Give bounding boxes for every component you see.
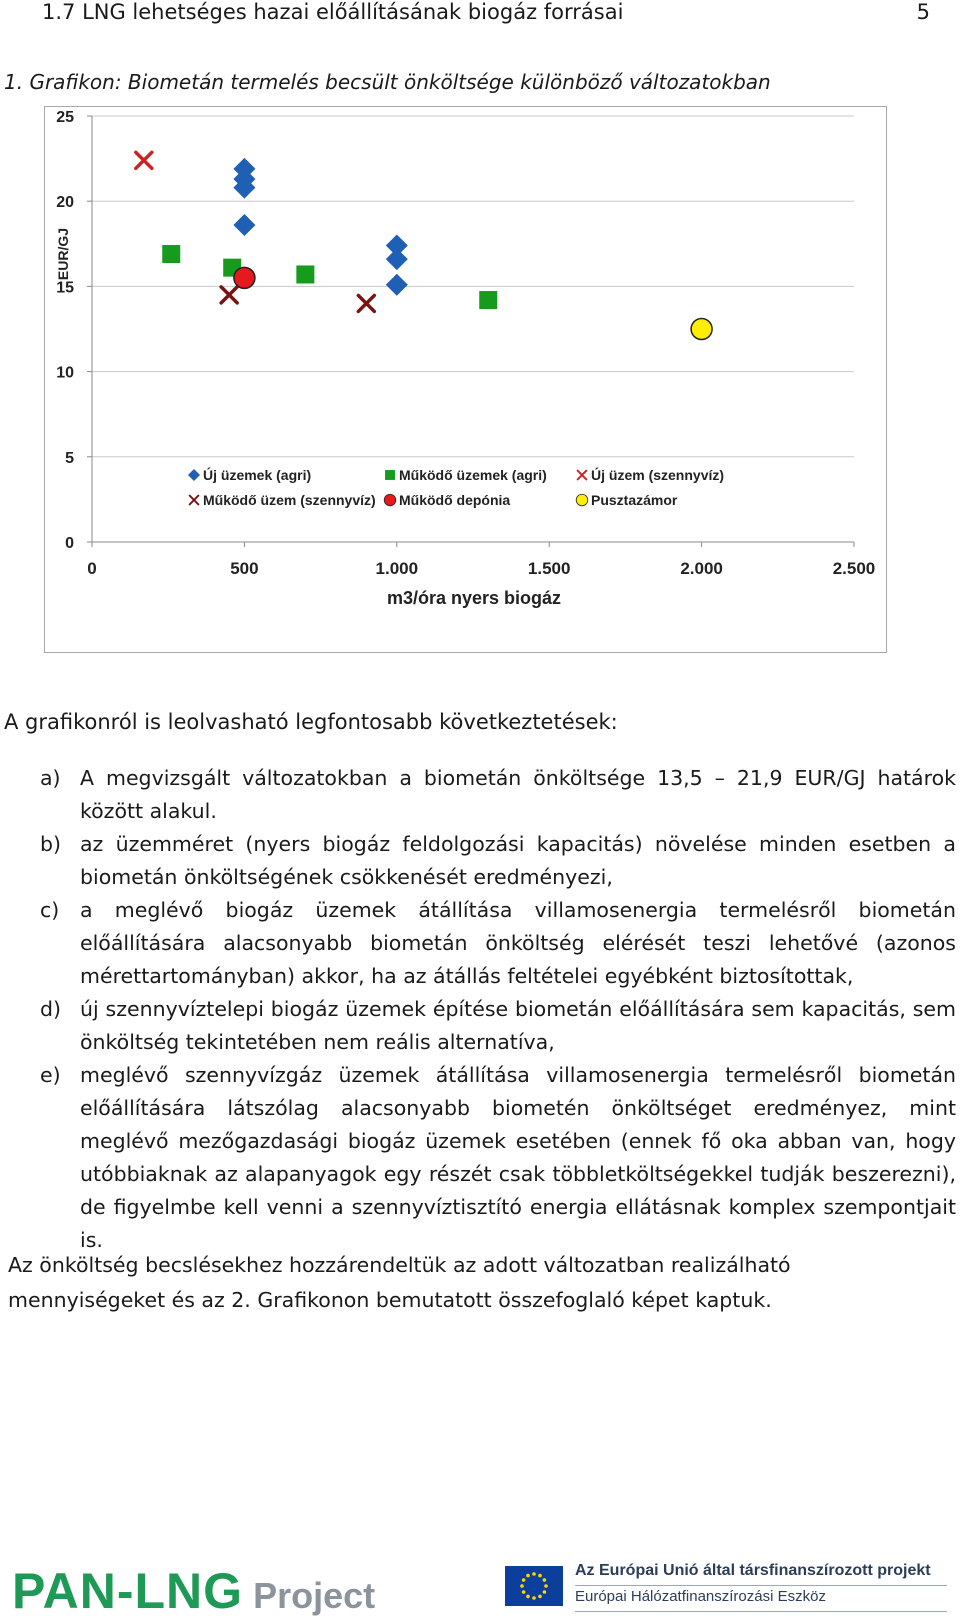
conclusion-item <box>40 1059 956 1257</box>
item-marker: b) <box>40 832 62 856</box>
point-square <box>162 245 180 263</box>
x-axis-label: m3/óra nyers biogáz <box>386 588 562 608</box>
item-text: A megvizsgált változatokban a biometán önköltsége 13,5 – 21,9 EUR/GJ határok között alakul. <box>80 766 956 823</box>
y-tick-label: 20 <box>56 194 74 212</box>
conclusion-item <box>40 993 956 1059</box>
figure-caption: 1. Grafikon: Biometán termelés becsült önköltsége különböző változatokban <box>4 70 771 94</box>
legend-label: Új üzemek (agri) <box>203 467 312 483</box>
point-circle <box>691 319 712 340</box>
conclusions-list <box>40 762 956 1257</box>
x-tick-label: 1.000 <box>375 559 419 578</box>
y-tick-label: 5 <box>65 449 74 467</box>
y-tick-label: 15 <box>56 279 74 297</box>
item-text: a meglévő biogáz üzemek átállítása villamosenergia termelésről biometán előállítására alacsonyabb biometán önköltség elérését teszi lehetővé (azonos mérettartományban) akkor, ha az átállás feltételei egyébként biztosítottak, <box>80 898 956 988</box>
divider <box>575 1611 947 1612</box>
eu-flag-icon <box>505 1566 563 1606</box>
logo-sub-text: Project <box>253 1575 376 1616</box>
point-circle <box>384 494 396 506</box>
chart-frame <box>45 107 887 653</box>
y-tick-label: 0 <box>65 535 74 552</box>
eu-cofunded-text: Az Európai Unió által társfinanszírozott projekt <box>575 1562 931 1579</box>
point-circle <box>576 494 588 506</box>
x-tick-label: 1.500 <box>527 559 571 578</box>
item-marker: e) <box>40 1063 61 1087</box>
page-number: 5 <box>916 0 930 24</box>
conclusion-item <box>40 762 956 828</box>
footer <box>0 1556 960 1619</box>
point-square <box>479 291 497 309</box>
item-marker: a) <box>40 766 61 790</box>
pan-lng-logo <box>12 1562 375 1620</box>
x-tick-label: 500 <box>230 559 259 578</box>
legend-label: Működő depónia <box>399 492 511 508</box>
y-tick-label: 10 <box>56 364 74 382</box>
item-text: meglévő szennyvízgáz üzemek átállítása villamosenergia termelésről biometán előállítására látszólag alacsonyabb biometén önköltséget eredményez, mint meglévő mezőgazdasági biogáz üzemek esetében (ennek fő oka abban van, hogy utóbbiaknak az alapanyagok egy részét csak többletköltségekkel tudják beszerezni), de figyelmbe kell venni a szennyvíztisztító energia ellátásnak komplex szempontjait is. <box>80 1063 956 1252</box>
item-text: az üzemméret (nyers biogáz feldolgozási kapacitás) növelése minden esetben a biometán önköltségének csökkenését eredményezi, <box>80 832 956 889</box>
cef-text: Európai Hálózatfinanszírozási Eszköz <box>575 1588 826 1605</box>
closing-paragraph: Az önköltség becslésekhez hozzárendeltük az adott változatban realizálható mennyiségeket és az 2. Grafikonon bemutatott összefoglaló képet kaptuk. <box>8 1253 791 1312</box>
point-square <box>296 265 314 283</box>
y-tick-label: 25 <box>56 109 74 126</box>
legend-label: Pusztazámor <box>591 492 678 508</box>
item-text: új szennyvíztelepi biogáz üzemek építése biometán előállítására sem kapacitás, sem önköltség tekintetében nem reális alternatíva, <box>80 997 956 1054</box>
item-marker: d) <box>40 997 62 1021</box>
y-axis-label: EUR/GJ <box>55 227 71 281</box>
x-tick-label: 0 <box>87 559 97 578</box>
logo-main-text: PAN-LNG <box>12 1563 244 1619</box>
conclusions-intro: A grafikonról is leolvasható legfontosabb következtetések: <box>4 710 618 734</box>
divider <box>575 1585 947 1586</box>
item-marker: c) <box>40 898 60 922</box>
scatter-chart <box>44 106 888 654</box>
x-tick-label: 2.000 <box>680 559 723 578</box>
x-tick-label: 2.500 <box>832 559 876 578</box>
section-title: 1.7 LNG lehetséges hazai előállításának biogáz forrásai <box>42 0 624 24</box>
legend-label: Új üzem (szennyvíz) <box>591 467 725 483</box>
legend-label: Működő üzemek (agri) <box>399 467 547 483</box>
conclusion-item <box>40 894 956 993</box>
conclusion-item <box>40 828 956 894</box>
point-square <box>385 470 395 480</box>
point-circle <box>234 267 255 288</box>
legend-label: Működő üzem (szennyvíz) <box>203 492 376 508</box>
